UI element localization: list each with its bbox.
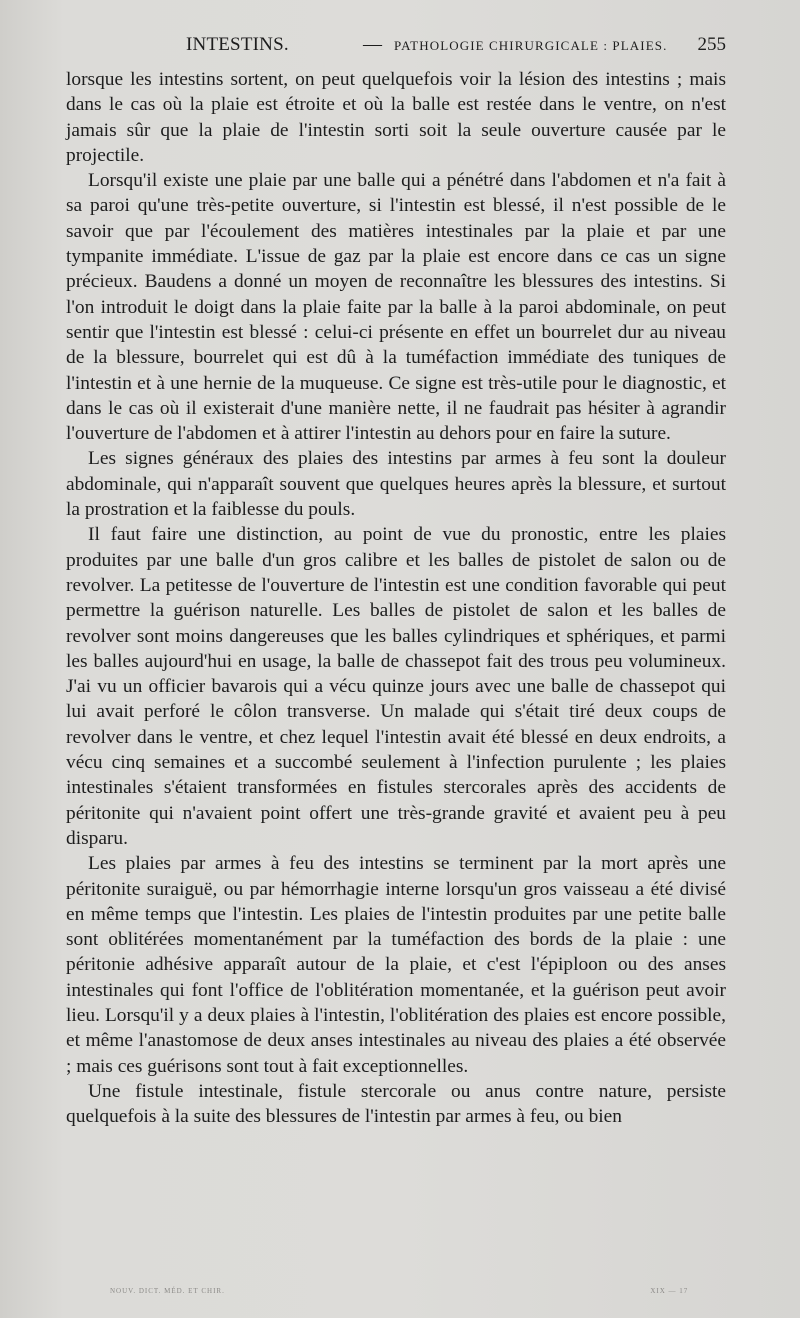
header-subtitle: PATHOLOGIE CHIRURGICALE : PLAIES. [394, 38, 668, 53]
page-number: 255 [697, 34, 726, 55]
paragraph: Les signes généraux des plaies des intestins par armes à feu sont la douleur abdominale, qui n'apparaît souvent que quelques heures après la blessure, et surtout la prostration et la faiblesse du pouls. [66, 448, 726, 521]
paragraph: Les plaies par armes à feu des intestins se terminent par la mort après une péritonite suraiguë, ou par hémorrhagie interne lorsqu'un gros vaisseau a été divisé en même temps que l'intestin. Les plaies de l'intestin produites par une petite balle sont oblitérées momentanément par la tuméfaction des bords de la plaie : une péritonie adhésive apparaît autour de la plaie, et c'est l'épiploon ou des anses intestinales qui font l'office de l'oblitération momentanée, et la guérison peut avoir lieu. Lorsqu'il y a deux plaies à l'intestin, l'oblitération des plaies est encore possible, et même l'anastomose de deux anses intestinales au niveau des plaies a été observée ; mais ces guérisons sont tout à fait exceptionnelles. [66, 853, 726, 1077]
paragraph: Lorsqu'il existe une plaie par une balle qui a pénétré dans l'abdomen et n'a fait à sa paroi qu'une très-petite ouverture, si l'intestin est blessé, il n'est possible de le savoir que par l'écoulement des matières intestinales par la plaie et par une tympanite immédiate. L'issue de gaz par la plaie est encore dans ce cas un signe précieux. Baudens a donné un moyen de reconnaître les blessures des intestins. Si l'on introduit le doigt dans la plaie faite par la balle à la paroi abdominale, on peut sentir que l'intestin est blessé : celui-ci présente en effet un bourrelet dur au niveau de la blessure, bourrelet qui est dû à la tuméfaction immédiate des tuniques de l'intestin et à une hernie de la muqueuse. Ce signe est très-utile pour le diagnostic, et dans le cas où il existerait d'une manière nette, il ne faudrait pas hésiter à agrandir l'ouverture de l'abdomen et à attirer l'intestin au dehors pour en faire la suture. [66, 170, 726, 445]
running-header [66, 34, 726, 58]
paragraph: Une fistule intestinale, fistule stercorale ou anus contre nature, persiste quelquefois à la suite des blessures de l'intestin par armes à feu, ou bien [66, 1080, 726, 1128]
body-text [66, 67, 726, 1129]
paragraph: Il faut faire une distinction, au point de vue du pronostic, entre les plaies produites par une balle d'un gros calibre et les balles de pistolet de salon ou de revolver. La petitesse de l'ouverture de l'intestin est une condition favorable qui peut permettre la guérison naturelle. Les balles de pistolet de salon et les balles de revolver sont moins dangereuses que les balles cylindriques et sphériques, et parmi les balles aujourd'hui en usage, la balle de chassepot fait des trous peu volumineux. J'ai vu un officier bavarois qui a vécu quinze jours avec une balle de chassepot qui lui avait perforé le côlon transverse. Un malade qui s'était tiré deux coups de revolver dans le ventre, et chez lequel l'intestin avait été blessé en deux endroits, a vécu cinq semaines et a succombé seulement à l'infection purulente ; les plaies intestinales s'étaient transformées en fistules stercorales après des accidents de péritonite qui n'avaient point offert une très-grande gravité et avaient peu à peu disparu. [66, 524, 726, 849]
paragraph-continuation: lorsque les intestins sortent, on peut quelquefois voir la lésion des intestins ; mais dans le cas où la plaie est étroite et où la balle est restée dans le ventre, on n'est jamais sûr que la plaie de l'intestin sorti soit la seule ouverture causée par le projectile. [66, 69, 726, 166]
header-separator: — [363, 34, 382, 55]
footer-signature [110, 1287, 688, 1295]
header-title: INTESTINS. [186, 34, 289, 55]
footer-sheet-mark: XIX — 17 [650, 1287, 689, 1295]
footer-signature-text: NOUV. DICT. MÉD. ET CHIR. [110, 1287, 225, 1295]
